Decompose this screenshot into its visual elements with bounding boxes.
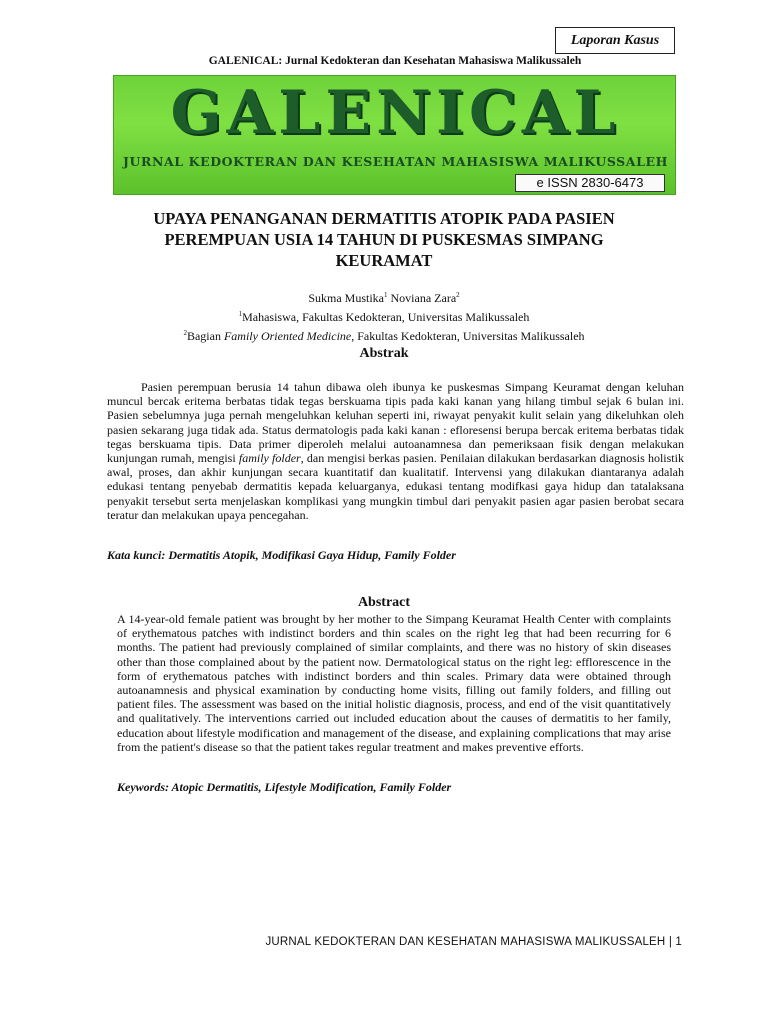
author-name: Sukma Mustika (308, 291, 385, 305)
banner-issn: e ISSN 2830-6473 (515, 174, 665, 192)
journal-banner (113, 75, 676, 195)
abstrak-keywords: Kata kunci: Dermatitis Atopik, Modifikasi Gaya Hidup, Family Folder (107, 548, 456, 562)
article-type-label: Laporan Kasus (555, 27, 675, 54)
page-footer: JURNAL KEDOKTERAN DAN KESEHATAN MAHASISWA MALIKUSSALEH | 1 (265, 936, 682, 948)
article-title (100, 208, 668, 271)
journal-header: GALENICAL: Jurnal Kedokteran dan Kesehatan Mahasiswa Malikussaleh (208, 55, 582, 67)
author-sup: 2 (456, 291, 460, 299)
author-names (0, 287, 768, 306)
title-line: UPAYA PENANGANAN DERMATITIS ATOPIK PADA PASIEN (153, 209, 615, 228)
abstrak-body (107, 380, 684, 522)
affiliation-text: Mahasiswa, Fakultas Kedokteran, Universitas Malikussaleh (242, 310, 530, 324)
abstrak-text-part2: , dan mengisi berkas pasien. Penilaian dilakukan berdasarkan diagnosis holistik awal, proses, dan akhir kunjungan secara kuantitatif dan kualitatif. Intervensi yang dilakukan diantaranya adalah edukasi tentang penyebab dermatitis kepada keluarganya, edukasi tentang modifkasi gaya hidup dan tatalaksana penyakit tersebut serta menjelaskan komplikasi yang mungkin timbul dari penyakit pasien agar pasien berobat secara teratur dan melakukan upaya pencegahan. (107, 451, 684, 522)
affiliation-sup: 2 (183, 329, 187, 337)
affiliation-sup: 1 (238, 310, 243, 318)
abstract-keywords: Keywords: Atopic Dermatitis, Lifestyle Modification, Family Folder (117, 780, 452, 794)
abstrak-text-italic: family folder (238, 451, 301, 466)
affiliation-suffix: , Fakultas Kedokteran, Universitas Malikussaleh (351, 329, 585, 343)
title-line: PEREMPUAN USIA 14 TAHUN DI PUSKESMAS SIMPANG (164, 230, 604, 249)
affiliation-prefix: Bagian (186, 329, 224, 343)
author-block (0, 287, 768, 344)
banner-logo-title: GALENICAL (170, 78, 621, 148)
affiliation-1 (0, 306, 768, 325)
author-name: Noviana Zara (387, 291, 457, 305)
affiliation-2 (0, 325, 768, 344)
abstrak-heading: Abstrak (359, 346, 409, 361)
abstrak-text-part1: Pasien perempuan berusia 14 tahun dibawa oleh ibunya ke puskesmas Simpang Keuramat dengan keluhan muncul bercak eritema berbatas tidak tegas berskuama tipis pada kaki kanan yang hilang timbul sejak 6 bulan ini. Pasien sebelumnya juga pernah mengeluhkan keluhan seperti ini, riwayat penyakit kulit selain yang dikeluhkan oleh pasien sekarang juga tidak ada. Status dermatologis pada kaki kanan : efloresensi berupa bercak eritema berbatas tidak tegas berskuama tipis. Data primer diperoleh melalui autoanamnesa dan pemeriksaan fisik dengan melakukan kunjungan rumah, mengisi (107, 380, 684, 466)
title-line: KEURAMAT (335, 251, 433, 270)
abstract-body: A 14-year-old female patient was brought by her mother to the Simpang Keuramat Health Center with complaints of erythematous patches with indistinct borders and thin scales on the right leg that had been recurring for 6 months. The patient had previously complained of similar complaints, and there was no history of skin diseases other than those complained about by the patient now. Dermatological status on the right leg: efflorescence in the form of erythematous patches with indistinct borders and thin scales. Primary data were obtained through autoanamnesis and physical examination by conducting home visits, filling out family folders, and filling out patient files. The assessment was based on the initial holistic diagnosis, process, and end of the visit quantitatively and qualitatively. The interventions carried out included education about the causes of dermatitis to her family, education about lifestyle modification and management of the disease, and explaining complications that may arise from the patient's disease so that the patient takes regular treatment and makes preventive efforts. (117, 612, 671, 754)
abstract-heading: Abstract (357, 595, 411, 610)
author-sup: 1 (384, 291, 388, 299)
affiliation-italic: Family Oriented Medicine (223, 329, 352, 343)
banner-subtitle: JURNAL KEDOKTERAN DAN KESEHATAN MAHASISWA MALIKUSSALEH (122, 154, 669, 169)
